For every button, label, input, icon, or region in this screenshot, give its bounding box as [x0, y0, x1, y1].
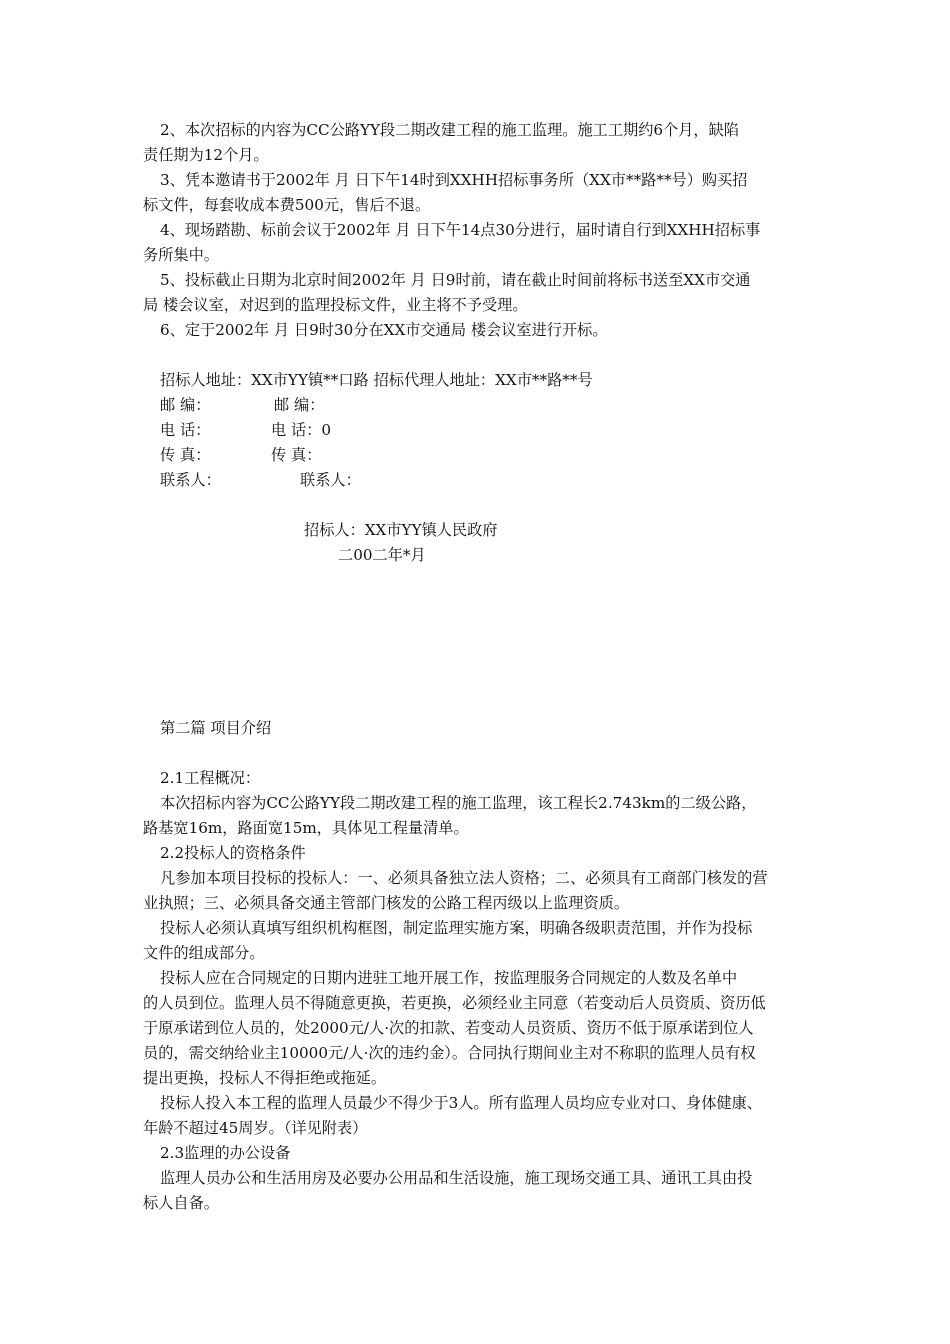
- para-2-2b-line-1: 投标人必须认真填写组织机构框图，制定监理实施方案，明确各级职责范围，并作为投标: [160, 919, 753, 937]
- para-2-2a-line-1: 凡参加本项目投标的投标人：一、必须具备独立法人资格；二、必须具有工商部门核发的营: [160, 869, 768, 887]
- para-2-2c-line-1: 投标人应在合同规定的日期内进驻工地开展工作，按监理服务合同规定的人数及名单中: [160, 969, 738, 987]
- para-2-3-line-2: 标人自备。: [143, 1194, 219, 1212]
- para-2-2c-line-3: 于原承诺到位人员的，处2000元/人·次的扣款、若变动人员资质、资历不低于原承诺到位人: [143, 1019, 754, 1037]
- phone-right: 电 话：0: [271, 421, 332, 439]
- part2-title: 第二篇 项目介绍: [160, 719, 272, 737]
- item-4-line-1: 4、现场踏勘、标前会议于2002年 月 日下午14点30分进行，届时请自行到XXHH招标事: [160, 221, 761, 239]
- para-2-2c-line-5: 提出更换，投标人不得拒绝或拖延。: [143, 1069, 386, 1087]
- para-2-2b-line-2: 文件的组成部分。: [143, 944, 265, 962]
- para-2-2a-line-2: 业执照；三、必须具备交通主管部门核发的公路工程丙级以上监理资质。: [143, 894, 629, 912]
- issuer-signature: 招标人：XX市YY镇人民政府: [304, 521, 498, 539]
- item-2-line-1: 2、本次招标的内容为CC公路YY段二期改建工程的施工监理。施工工期约6个月，缺陷: [160, 121, 739, 139]
- item-3-line-2: 标文件，每套收成本费500元，售后不退。: [143, 196, 431, 214]
- para-2-3-line-1: 监理人员办公和生活用房及必要办公用品和生活设施，施工现场交通工具、通讯工具由投: [160, 1169, 753, 1187]
- item-3-line-1: 3、凭本邀请书于2002年 月 日下午14时到XXHH招标事务所（XX市**路**号）购买招: [160, 171, 748, 189]
- item-4-line-2: 务所集中。: [143, 246, 219, 264]
- postcode-right: 邮 编：: [274, 396, 325, 414]
- heading-2-3: 2.3监理的办公设备: [160, 1144, 291, 1162]
- postcode-left: 邮 编：: [160, 396, 211, 414]
- para-2-2c-line-4: 员的，需交纳给业主10000元/人·次的违约金）。合同执行期间业主对不称职的监理人员有权: [143, 1044, 756, 1062]
- contact-right: 联系人：: [300, 471, 361, 489]
- item-6-line-1: 6、定于2002年 月 日9时30分在XX市交通局 楼会议室进行开标。: [160, 321, 608, 339]
- address-line: 招标人地址：XX市YY镇**口路 招标代理人地址：XX市**路**号: [160, 371, 593, 389]
- para-2-2d-line-1: 投标人投入本工程的监理人员最少不得少于3人。所有监理人员均应专业对口、身体健康、: [160, 1094, 762, 1112]
- para-2-2d-line-2: 年龄不超过45周岁。（详见附表）: [143, 1119, 368, 1137]
- para-2-2c-line-2: 的人员到位。监理人员不得随意更换，若更换，必须经业主同意（若变动后人员资质、资历低: [143, 994, 766, 1012]
- item-5-line-2: 局 楼会议室，对迟到的监理投标文件，业主将不予受理。: [143, 296, 528, 314]
- item-2-line-2: 责任期为12个月。: [143, 146, 269, 164]
- phone-left: 电 话：: [160, 421, 211, 439]
- item-5-line-1: 5、投标截止日期为北京时间2002年 月 日9时前，请在截止时间前将标书送至XX市交通: [160, 271, 751, 289]
- contact-left: 联系人：: [160, 471, 221, 489]
- heading-2-1: 2.1工程概况：: [160, 769, 261, 787]
- para-2-1-line-2: 路基宽16m，路面宽15m，具体见工程量清单。: [143, 819, 469, 837]
- fax-left: 传 真：: [160, 446, 211, 464]
- heading-2-2: 2.2投标人的资格条件: [160, 844, 306, 862]
- issue-date: 二00二年*月: [338, 546, 426, 564]
- para-2-1-line-1: 本次招标内容为CC公路YY段二期改建工程的施工监理，该工程长2.743km的二级公路，: [160, 794, 757, 812]
- fax-right: 传 真：: [271, 446, 322, 464]
